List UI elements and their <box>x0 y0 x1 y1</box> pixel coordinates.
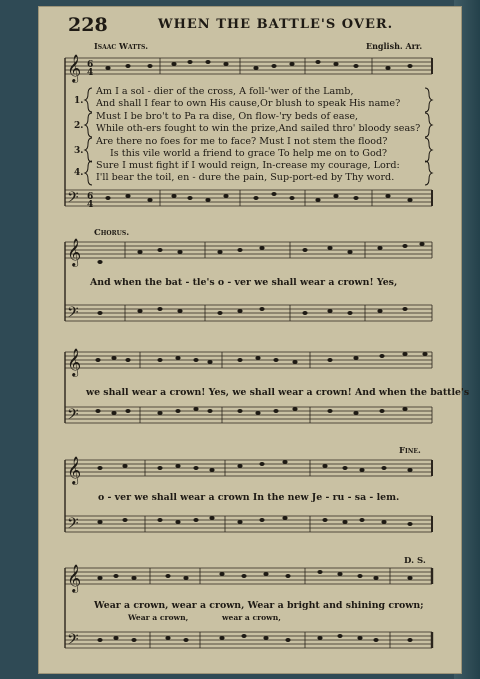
svg-text:4: 4 <box>87 200 94 210</box>
chorus-line-3: o - ver we shall wear a crown In the new Je - ru - sa - lem. <box>98 492 400 503</box>
staff-system4-treble <box>65 460 432 476</box>
music-credit: English. Arr. <box>366 41 423 51</box>
staff-system1-treble <box>65 58 432 74</box>
fine-marking: Fine. <box>399 446 421 456</box>
staff-system2-treble <box>65 242 432 258</box>
verse-4-line-2: I'll bear the toil, en - dure the pain, Sup-port-ed by Thy word. <box>96 172 395 183</box>
words-author: Isaac Watts. <box>94 41 149 51</box>
chorus-line-4: Wear a crown, wear a crown, Wear a bright and shining crown; <box>94 600 424 611</box>
verse-number-1: 1. <box>74 96 84 106</box>
verse-1-line-2: And shall I fear to own His cause,Or blush to speak His name? <box>96 98 401 109</box>
staff-system4-bass <box>65 516 432 532</box>
svg-text:𝄢: 𝄢 <box>67 515 79 536</box>
notes-system3 <box>95 352 427 415</box>
chorus-label: Chorus. <box>94 228 130 238</box>
svg-text:4: 4 <box>87 68 94 78</box>
ds-marking: D. S. <box>404 556 426 566</box>
svg-text:𝄞: 𝄞 <box>67 564 82 592</box>
svg-text:𝄞: 𝄞 <box>67 238 82 266</box>
verse-2-line-2: While oth-ers fought to win the prize,And sailed thro' bloody seas? <box>96 123 421 134</box>
staff-system2-bass <box>65 305 432 321</box>
svg-text:𝄢: 𝄢 <box>67 189 79 210</box>
verse-1-line-1: Am I a sol - dier of the cross, A foll-'wer of the Lamb, <box>96 86 354 97</box>
chorus-line-1: And when the bat - tle's o - ver we shall wear a crown! Yes, <box>90 277 398 288</box>
staff-system1-bass <box>65 190 432 206</box>
bass-cue-2: wear a crown, <box>222 613 281 622</box>
verse-number-4: 4. <box>74 168 84 178</box>
svg-text:𝄞: 𝄞 <box>67 54 82 82</box>
verse-3-line-1: Are there no foes for me to face? Must I not stem the flood? <box>96 136 388 147</box>
page-number: 228 <box>68 14 108 36</box>
svg-text:6: 6 <box>87 60 94 70</box>
svg-text:𝄞: 𝄞 <box>67 348 82 376</box>
hymn-title: WHEN THE BATTLE'S OVER. <box>158 17 394 32</box>
verse-2-line-1: Must I be bro't to Pa ra dise, On flow-'ry beds of ease, <box>96 111 359 122</box>
bass-cue-1: Wear a crown, <box>128 613 189 622</box>
svg-text:6: 6 <box>87 192 94 202</box>
staff-system5-treble <box>65 568 432 584</box>
svg-text:𝄢: 𝄢 <box>67 304 79 325</box>
verse-3-line-2: Is this vile world a friend to grace To help me on to God? <box>110 148 388 159</box>
svg-text:𝄢: 𝄢 <box>67 406 79 427</box>
verse-4-line-1: Sure I must fight if I would reign, In-crease my courage, Lord: <box>96 160 400 171</box>
staff-system3-treble <box>65 352 432 368</box>
staff-system3-bass <box>65 407 432 423</box>
chorus-line-2: we shall wear a crown! Yes, we shall wear a crown! And when the battle's <box>86 387 470 398</box>
svg-text:𝄞: 𝄞 <box>67 456 82 484</box>
svg-text:𝄢: 𝄢 <box>67 631 79 652</box>
verse-number-3: 3. <box>74 146 84 156</box>
verse-number-2: 2. <box>74 121 84 131</box>
